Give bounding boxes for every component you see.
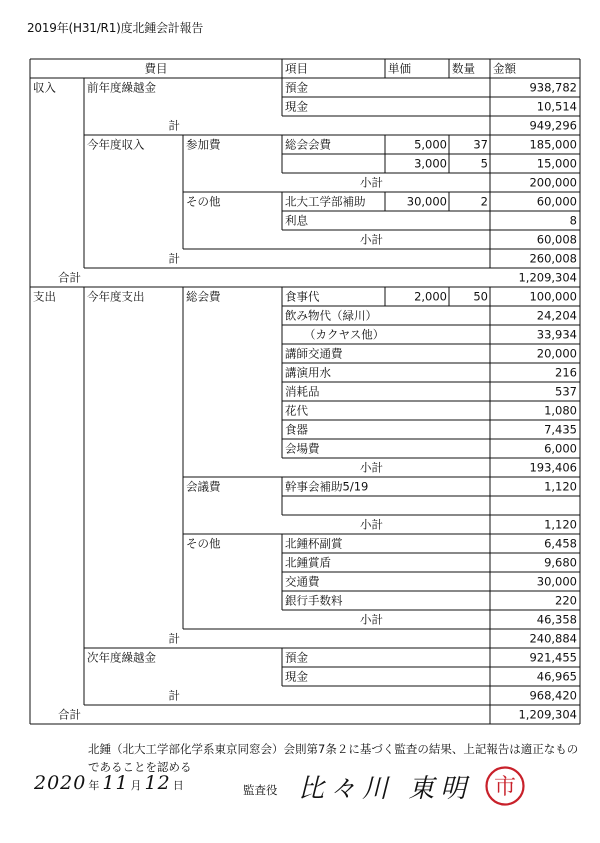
other-income-subtotal: 60,008 (536, 232, 577, 247)
header-kingaku: 金額 (493, 61, 516, 76)
cell-amount: 15,000 (536, 156, 577, 171)
cell-qty: 5 (480, 156, 488, 171)
current-expense-total-label: 計 (168, 631, 180, 646)
header-tanka: 単価 (388, 61, 411, 76)
cell-item: 食事代 (285, 289, 320, 304)
cell-item: 利息 (285, 213, 308, 228)
cell-item: 現金 (285, 99, 308, 114)
cell-item: 交通費 (285, 574, 320, 589)
date-month-kanji: 月 (130, 779, 143, 792)
expense-grand-label: 合計 (58, 707, 81, 722)
cell-qty: 50 (473, 289, 488, 304)
date-day: 12 (144, 772, 171, 794)
current-income-total: 260,008 (529, 251, 577, 266)
auditor-label: 監査役 (243, 783, 278, 797)
group-general: 総会費 (186, 289, 221, 304)
auditor-signature: 比々川 東明 (298, 774, 473, 804)
carryover-total: 949,296 (529, 118, 577, 133)
cell-amount: 185,000 (529, 137, 577, 152)
cell-item: 幹事会補助5/19 (285, 479, 369, 494)
cell-item: 食器 (285, 422, 308, 437)
header-suuryou: 数量 (452, 61, 475, 76)
cell-item: 講師交通費 (285, 346, 343, 361)
income-grand-label: 合計 (58, 270, 81, 285)
cell-amount: 8 (569, 213, 577, 228)
cell-item: 講演用水 (285, 365, 331, 380)
cell-qty: 37 (473, 137, 488, 152)
cell-item: 会場費 (285, 441, 320, 456)
cell-item: （カクヤス他） (304, 327, 385, 342)
cell-amount: 921,455 (529, 650, 577, 665)
other-expense-subtotal: 46,358 (536, 612, 577, 627)
section-expense: 支出 (33, 289, 56, 304)
cell-amount: 6,000 (544, 441, 577, 456)
cell-amount: 220 (555, 593, 577, 608)
cell-amount: 30,000 (536, 574, 577, 589)
group-participation: 参加費 (186, 137, 221, 152)
next-carryover-total: 968,420 (529, 688, 577, 703)
date-month: 11 (102, 772, 129, 794)
date-day-kanji: 日 (172, 779, 185, 792)
participation-subtotal-label: 小計 (360, 175, 383, 190)
cell-amount: 6,458 (544, 536, 577, 551)
group-next-carryover: 次年度繰越金 (87, 650, 156, 665)
cell-amount: 216 (555, 365, 577, 380)
general-subtotal: 193,406 (529, 460, 577, 475)
cell-item: 預金 (285, 80, 308, 95)
date-year: 2020 (34, 772, 87, 794)
cell-amount: 1,080 (544, 403, 577, 418)
carryover-total-label: 計 (168, 118, 180, 133)
cell-price: 3,000 (414, 156, 447, 171)
group-meeting: 会議費 (186, 479, 221, 494)
header-himoku: 費目 (144, 61, 168, 76)
group-carryover: 前年度繰越金 (87, 80, 156, 95)
cell-item: 預金 (285, 650, 308, 665)
cell-amount: 24,204 (536, 308, 577, 323)
other-income-subtotal-label: 小計 (360, 232, 383, 247)
meeting-subtotal-label: 小計 (360, 517, 383, 532)
current-expense-total: 240,884 (529, 631, 577, 646)
cell-price: 2,000 (414, 289, 447, 304)
group-current-expense: 今年度支出 (87, 289, 145, 304)
audit-statement-line2: であることを認める (88, 760, 192, 774)
seal-character: 市 (493, 775, 517, 800)
cell-item: 北鍾杯副賞 (285, 536, 343, 551)
cell-amount: 9,680 (544, 555, 577, 570)
cell-qty: 2 (480, 194, 488, 209)
document-title: 2019年(H31/R1)度北鍾会計報告 (27, 21, 204, 35)
cell-item: 飲み物代（緑川） (285, 308, 377, 323)
cell-amount: 7,435 (544, 422, 577, 437)
cell-amount: 46,965 (536, 669, 577, 684)
header-koumoku: 項目 (285, 61, 308, 76)
section-income: 収入 (33, 80, 56, 95)
cell-item: 現金 (285, 669, 308, 684)
cell-item: 北大工学部補助 (285, 194, 366, 209)
group-current-income: 今年度収入 (87, 137, 145, 152)
expense-grand-total: 1,209,304 (518, 707, 577, 722)
cell-amount: 33,934 (536, 327, 577, 342)
current-income-total-label: 計 (168, 251, 180, 266)
meeting-subtotal: 1,120 (544, 517, 577, 532)
group-other-expense: その他 (186, 536, 221, 551)
cell-item: 総会会費 (285, 137, 331, 152)
cell-amount: 537 (555, 384, 577, 399)
audit-statement-line1: 北鍾（北大工学部化学系東京同窓会）会則第7条２に基づく監査の結果、上記報告は適正なもの (88, 742, 579, 756)
seal-stamp (484, 765, 526, 807)
cell-item: 北鍾賞盾 (285, 555, 331, 570)
cell-amount: 60,000 (536, 194, 577, 209)
cell-amount: 20,000 (536, 346, 577, 361)
group-other-income: その他 (186, 194, 221, 209)
participation-subtotal: 200,000 (529, 175, 577, 190)
other-expense-subtotal-label: 小計 (360, 612, 383, 627)
general-subtotal-label: 小計 (360, 460, 383, 475)
cell-item: 銀行手数料 (285, 593, 343, 608)
cell-amount: 938,782 (529, 80, 577, 95)
income-grand-total: 1,209,304 (518, 270, 577, 285)
date-year-kanji: 年 (88, 779, 101, 792)
cell-amount: 10,514 (536, 99, 577, 114)
cell-amount: 100,000 (529, 289, 577, 304)
cell-amount: 1,120 (544, 479, 577, 494)
next-carryover-total-label: 計 (168, 688, 180, 703)
cell-item: 消耗品 (285, 384, 320, 399)
audit-date (34, 772, 187, 794)
cell-item: 花代 (285, 403, 308, 418)
cell-price: 30,000 (406, 194, 447, 209)
cell-price: 5,000 (414, 137, 447, 152)
